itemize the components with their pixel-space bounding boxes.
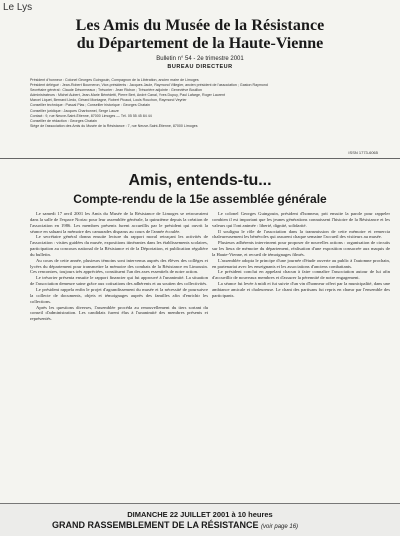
article-subtitle: Compte-rendu de la 15e assemblée générale — [73, 192, 327, 206]
article-paragraph: Le samedi 17 avril 2001 les Amis du Musée de la Résistance de Limoges se retrouvaient dans la salle de l'espace Noriac pour leur assemblée générale, la quinzième depuis la création de l'association en 1986. Les membres présents furent accueillis par le président qui ouvrit la séance en saluant la mémoire des camarades disparus au cours de l'année écoulée. — [30, 211, 208, 234]
bureau-heading: BUREAU DIRECTEUR — [167, 64, 233, 70]
officers-line: Administrateurs : Michel Aubert, Jean-Marie Bénédetti, Pierre Bert, André Canal, Yves Dupuy, Paul Lafarge, Roger Laurent — [30, 93, 226, 98]
article-paragraph: Après les questions diverses, l'assemblée procéda au renouvellement du tiers sortant du conseil d'administration. Les candidats furent élus à l'unanimité des membres présents et représentés. — [30, 304, 208, 322]
officers-line: Marcel Liquet, Bernard Lledo, Gérard Montagne, Robert Picaud, Louis Rouchon, Raymond Veyrier — [30, 98, 187, 103]
article-column-left — [30, 211, 208, 505]
article-column-right — [212, 211, 390, 505]
officers-line: Conseiller de rédaction : Georges Chatain — [30, 118, 97, 123]
officers-line: Secrétaire général : Claude Désormeaux ; Trésorier : Jean Richon ; Trésorière adjointe : Geneviève Bouillon — [30, 88, 202, 93]
event-page-reference: (voir page 16) — [261, 524, 299, 530]
officers-list — [30, 78, 375, 129]
bulletin-number: Bulletin n° 54 - 2e trimestre 2001 — [156, 56, 244, 62]
article-title: Amis, entends-tu... — [128, 172, 272, 189]
article-paragraph: La séance fut levée à midi et fut suivie d'un vin d'honneur offert par la municipalité, dans une ambiance amicale et chaleureuse. Le chant des partisans fut repris en chœur par l'ensemble des participants. — [212, 281, 390, 298]
article-paragraph: Le colonel Georges Guingouin, président d'honneur, prit ensuite la parole pour rappeler combien il est important que les jeunes générations connaissent l'histoire de la Résistance et les valeurs qui l'ont animée : liberté, dignité, solidarité. — [212, 211, 390, 228]
officers-line: Président d'honneur : Colonel Georges Guingouin, Compagnon de la Libération, ancien maire de Limoges — [30, 78, 199, 82]
article-paragraph: Le président conclut en appelant chacun à faire connaître l'association autour de lui afin d'accueillir de nouveaux membres et d'assurer la pérennité de notre engagement. — [212, 269, 390, 281]
officers-line: Contact : 9, rue Neuve-Saint-Étienne, 87000 Limoges — Tél. 05 55 45 84 44 — [30, 113, 152, 118]
issn-number: ISSN 1773-6065 — [348, 150, 378, 155]
masthead-title-line1: Les Amis du Musée de la Résistance — [75, 17, 325, 34]
officers-line: Conseiller technique : Pascal Plas ; Conseiller historique : Georges Chatain — [30, 103, 151, 108]
event-date: DIMANCHE 22 JUILLET 2001 à 10 heures — [127, 510, 273, 519]
event-title: GRAND RASSEMBLEMENT DE LA RÉSISTANCE — [52, 520, 259, 530]
article-paragraph: L'assemblée adopta le principe d'une journée d'étude ouverte au public à l'automne prochain, en partenariat avec les enseignants et les associations d'anciens combattants. — [212, 257, 390, 269]
officers-line: Conseiller juridique : Jacques Charbonnel, Serge Lauze — [30, 108, 119, 113]
masthead — [0, 17, 400, 70]
event-banner — [0, 503, 400, 536]
article-paragraph: Au cours de cette année, plusieurs témoins sont intervenus auprès des élèves des collèges et lycées du département pour transmettre la mémoire des combats de la Résistance en Limousin. Ces rencontres, toujours très appréciées, constituent l'un des axes essentiels de notre action. — [30, 257, 208, 275]
article-paragraph: Le secrétaire général donna ensuite lecture du rapport moral retraçant les activités de l'association : visites guidées du musée, expositions itinérantes dans les établissements scolaires, participation au concours national de la Résistance et de la Déportation, et publication régulière du bulletin. — [30, 234, 208, 257]
officers-line: Siège de l'association des Amis du Musée de la Résistance : 7, rue Neuve-Saint-Étienne, 87000 Limoges — [30, 123, 198, 128]
corner-label: Le Lys — [3, 2, 33, 13]
article-paragraph: Le président rappela enfin le projet d'agrandissement du musée et la nécessité de poursuivre la collecte de documents, objets et témoignages auprès des familles afin d'enrichir les collections. — [30, 286, 208, 304]
article-paragraph: Il souligna le rôle de l'association dans la transmission de cette mémoire et remercia chaleureusement les bénévoles qui assurent chaque semaine l'accueil des visiteurs au musée. — [212, 228, 390, 240]
article-paragraph: Le trésorier présenta ensuite le rapport financier qui fut approuvé à l'unanimité. La situation de l'association demeure saine grâce aux cotisations des adhérents et au soutien des collectivités. — [30, 275, 208, 287]
event-title-line — [52, 520, 298, 530]
article-paragraph: Plusieurs adhérents intervinrent pour proposer de nouvelles actions : organisation de circuits sur les lieux de mémoire du département, réalisation d'une exposition consacrée aux maquis de la Haute-Vienne, et recueil de témoignages filmés. — [212, 240, 390, 257]
officers-line: Président délégué : Jean-Robert Bourneron, Vice-présidents : Jacques Jaule, Raymond Villegier, ancien président de l'association ; Gaston Raymond — [30, 83, 268, 88]
header-divider — [0, 158, 400, 159]
masthead-title-line2: du Département de la Haute-Vienne — [76, 35, 324, 52]
